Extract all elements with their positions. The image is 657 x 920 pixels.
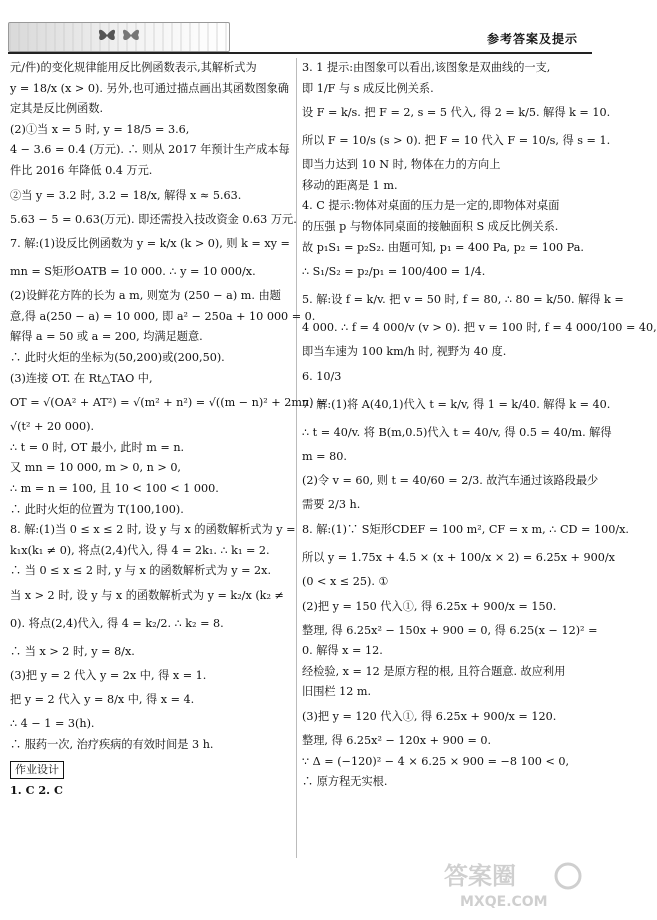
answer-line: 1. C 2. C xyxy=(10,783,63,798)
text-line: 4 000. ∴ f = 4 000/v (v > 0). 把 v = 100 时, f = 4 000/100 = 40, xyxy=(302,321,657,335)
text-line: ∴ t = 0 时, OT 最小, 此时 m = n. xyxy=(10,440,185,454)
problem-8-heading: 8. 解:(1)当 0 ≤ x ≤ 2 时, 设 y 与 x 的函数解析式为 y = xyxy=(10,523,296,537)
text-line: ∴ t = 40/v. 将 B(m,0.5)代入 t = 40/v, 得 0.5 = 40/m. 解得 xyxy=(302,425,612,439)
text-line: 件比 2016 年降低 0.4 万元. xyxy=(10,163,153,177)
text-line: ②当 y = 3.2 时, 3.2 = 18/x, 解得 x ≈ 5.63. xyxy=(10,188,242,202)
problem-4-heading: 4. C 提示:物体对桌面的压力是一定的,即物体对桌面 xyxy=(302,199,560,213)
text-line: 意,得 a(250 − a) = 10 000, 即 a² − 250a + 10 000 = 0. xyxy=(10,309,316,323)
problem-8-heading: 8. 解:(1)∵ S矩形CDEF = 100 m², CF = x m, ∴ CD = 100/x. xyxy=(302,522,629,536)
text-line: (0 < x ≤ 25). ① xyxy=(302,574,389,588)
text-line: 0. 解得 x = 12. xyxy=(302,644,383,658)
text-line: (3)把 y = 2 代入 y = 2x 中, 得 x = 1. xyxy=(10,668,207,682)
text-line: 即当力达到 10 N 时, 物体在力的方向上 xyxy=(302,158,501,172)
text-line: y = 18/x (x > 0). 另外,也可通过描点画出其函数图象确 xyxy=(10,81,289,95)
section-heading-row xyxy=(10,760,292,781)
page-header xyxy=(0,0,600,52)
text-line: 定其是反比例函数. xyxy=(10,102,104,116)
text-line: ∴ 4 − 1 = 3(h). xyxy=(10,717,95,731)
text-line: 又 mn = 10 000, m > 0, n > 0, xyxy=(10,461,181,475)
watermark-url: MXQE.COM xyxy=(460,894,548,910)
problem-5-heading: 5. 解:设 f = k/v. 把 v = 50 时, f = 80, ∴ 80 = k/50. 解得 k = xyxy=(302,293,624,307)
text-line: (2)设鲜花方阵的长为 a m, 则宽为 (250 − a) m. 由题 xyxy=(10,289,281,303)
text-line: 0). 将点(2,4)代入, 得 4 = k₂/2. ∴ k₂ = 8. xyxy=(10,616,224,630)
text-line: ∴ 此时火炬的坐标为(50,200)或(200,50). xyxy=(10,350,225,364)
watermark-logo xyxy=(440,854,590,912)
text-line: 旧围栏 12 m. xyxy=(302,685,372,699)
text-line: ∴ 原方程无实根. xyxy=(302,775,388,789)
text-line: 故 p₁S₁ = p₂S₂. 由题可知, p₁ = 400 Pa, p₂ = 100 Pa. xyxy=(302,240,584,254)
problem-3-heading: 3. 1 提示:由图象可以看出,该图象是双曲线的一支, xyxy=(302,61,551,74)
text-line: ∵ Δ = (−120)² − 4 × 6.25 × 900 = −8 100 < 0, xyxy=(302,754,570,768)
text-line: 即当车速为 100 km/h 时, 视野为 40 度. xyxy=(302,345,507,359)
text-line: ∴ S₁/S₂ = p₂/p₁ = 100/400 = 1/4. xyxy=(302,265,486,279)
text-line: ∴ m = n = 100, 且 10 < 100 < 1 000. xyxy=(10,481,219,495)
header-title: 参考答案及提示 xyxy=(486,32,578,46)
text-line: mn = S矩形OATB = 10 000. ∴ y = 10 000/x. xyxy=(10,265,256,279)
text-line: ∴ 当 x > 2 时, y = 8/x. xyxy=(10,644,135,658)
banner-texture xyxy=(9,23,229,51)
problem-6-answer: 6. 10/3 xyxy=(302,369,342,383)
text-line: 元/件)的变化规律能用反比例函数表示,其解析式为 xyxy=(10,61,257,74)
text-line: 当 x > 2 时, 设 y 与 x 的函数解析式为 y = k₂/x (k₂ ≠ xyxy=(10,588,284,602)
text-line: 解得 a = 50 或 a = 200, 均满足题意. xyxy=(10,330,203,344)
column-divider xyxy=(296,58,297,858)
text-line: 移动的距离是 1 m. xyxy=(302,178,398,192)
text-line: m = 80. xyxy=(302,449,347,463)
text-line: (2)令 v = 60, 则 t = 40/60 = 2/3. 故汽车通过该路段最少 xyxy=(302,474,599,488)
text-line: 的压强 p 与物体同桌面的接触面积 S 成反比例关系. xyxy=(302,219,559,233)
text-line: (3)连接 OT. 在 Rt△TAO 中, xyxy=(10,371,153,385)
problem-7-heading: 7. 解:(1)将 A(40,1)代入 t = k/v, 得 1 = k/40. 解得 k = 40. xyxy=(302,397,611,411)
text-line: 4 − 3.6 = 0.4 (万元). ∴ 则从 2017 年预计生产成本每 xyxy=(10,143,290,157)
problem-7-heading: 7. 解:(1)设反比例函数为 y = k/x (k > 0), 则 k = xy = xyxy=(10,237,290,251)
header-banner xyxy=(8,22,230,52)
text-line: ∴ 当 0 ≤ x ≤ 2 时, y 与 x 的函数解析式为 y = 2x. xyxy=(10,564,272,578)
text-line: k₁x(k₁ ≠ 0), 将点(2,4)代入, 得 4 = 2k₁. ∴ k₁ = 2. xyxy=(10,543,270,557)
text-line: 所以 y = 1.75x + 4.5 × (x + 100/x × 2) = 6.25x + 900/x xyxy=(302,550,615,564)
text-line: 经检验, x = 12 是原方程的根, 且符合题意. 故应利用 xyxy=(302,664,566,678)
text-line: 所以 F = 10/s (s > 0). 把 F = 10 代入 F = 10/s, 得 s = 1. xyxy=(302,134,611,148)
text-line: 设 F = k/s. 把 F = 2, s = 5 代入, 得 2 = k/5. 解得 k = 10. xyxy=(302,106,611,120)
text-line: 5.63 − 5 = 0.63(万元). 即还需投入技改资金 0.63 万元. xyxy=(10,212,297,226)
text-line: (2)把 y = 150 代入①, 得 6.25x + 900/x = 150. xyxy=(302,599,557,613)
right-column xyxy=(302,58,657,793)
text-line: 把 y = 2 代入 y = 8/x 中, 得 x = 4. xyxy=(10,693,195,707)
text-line: (2)①当 x = 5 时, y = 18/5 = 3.6, xyxy=(10,122,190,136)
text-line: ∴ 此时火炬的位置为 T(100,100). xyxy=(10,502,184,516)
text-line: 即 1/F 与 s 成反比例关系. xyxy=(302,81,434,95)
text-line: 整理, 得 6.25x² − 150x + 900 = 0, 得 6.25(x − 12)² = xyxy=(302,623,598,637)
header-rule xyxy=(8,52,592,54)
butterfly-icon xyxy=(97,25,117,45)
butterfly-icon xyxy=(121,25,141,45)
text-line: 需要 2/3 h. xyxy=(302,498,361,512)
watermark-text: 答案圈 xyxy=(444,862,516,890)
text-line: √(t² + 20 000). xyxy=(10,420,95,434)
text-line: (3)把 y = 120 代入①, 得 6.25x + 900/x = 120. xyxy=(302,709,557,723)
text-line: OT = √(OA² + AT²) = √(m² + n²) = √((m − n)² + 2mn) = xyxy=(10,396,327,410)
section-heading: 作业设计 xyxy=(10,761,64,779)
text-line: 整理, 得 6.25x² − 120x + 900 = 0. xyxy=(302,733,492,747)
text-line: ∴ 服药一次, 治疗疾病的有效时间是 3 h. xyxy=(10,738,214,752)
